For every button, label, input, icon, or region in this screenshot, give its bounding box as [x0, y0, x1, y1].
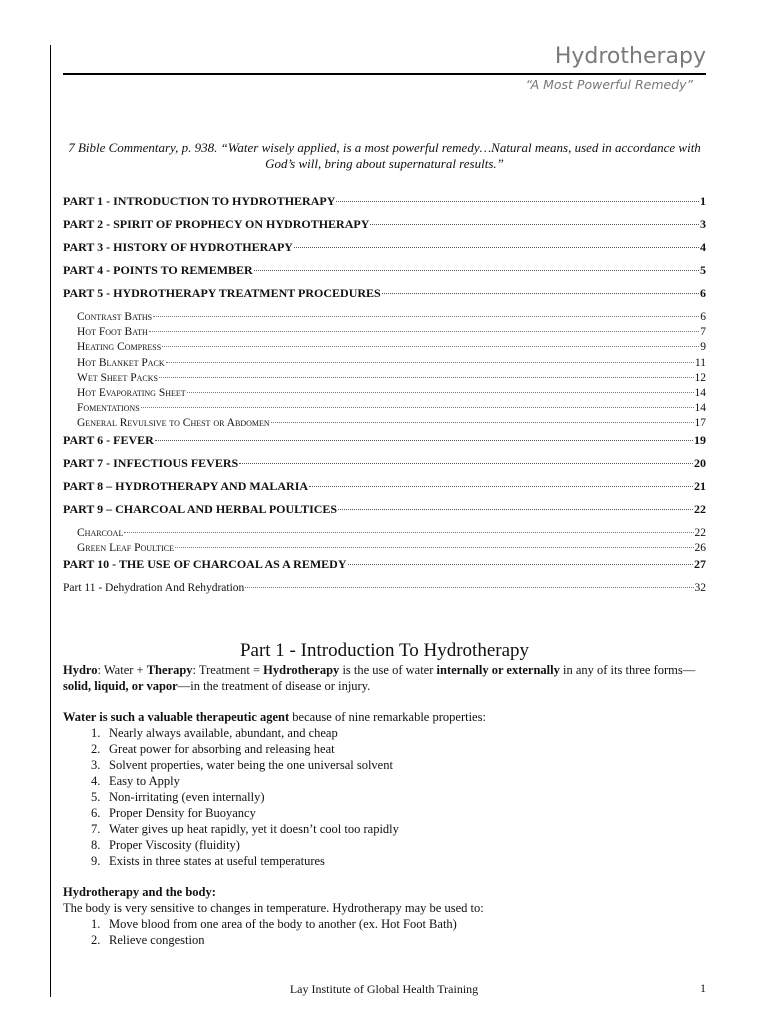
toc-label: General Revulsive to Chest or Abdomen	[77, 417, 270, 430]
toc-label: Hot Evaporating Sheet	[77, 386, 186, 399]
header-subtitle: “A Most Powerful Remedy”	[525, 77, 693, 92]
toc-label: PART 9 – CHARCOAL AND HERBAL POULTICES	[63, 501, 338, 516]
toc-entry[interactable]	[63, 262, 706, 285]
toc-leader	[348, 564, 693, 565]
toc-entry[interactable]	[63, 216, 706, 239]
list-number: 2.	[91, 933, 101, 947]
section-body	[63, 662, 706, 948]
toc-leader	[124, 532, 693, 533]
toc-subentry[interactable]	[63, 325, 706, 340]
toc-page-number: 20	[694, 455, 706, 470]
toc-label: PART 5 - HYDROTHERAPY TREATMENT PROCEDURES	[63, 286, 381, 300]
list-item	[91, 789, 706, 805]
toc-label: PART 3 - HISTORY OF HYDROTHERAPY	[63, 240, 293, 254]
intro-paragraph	[63, 662, 706, 694]
toc-entry[interactable]	[63, 193, 706, 216]
toc-leader	[294, 247, 699, 248]
toc-page-number: 6	[700, 286, 706, 300]
term-internally: internally or externally	[436, 663, 560, 677]
toc-label: Green Leaf Poultice	[77, 541, 174, 554]
toc-leader	[370, 224, 699, 225]
list-item	[91, 741, 706, 757]
list-text: Nearly always available, abundant, and cheap	[109, 726, 338, 740]
toc-leader	[239, 463, 693, 464]
list-number: 3.	[91, 758, 101, 772]
list-text: Relieve congestion	[109, 933, 205, 947]
list-text: Exists in three states at useful temperatures	[109, 854, 325, 868]
term-hydrotherapy: Hydrotherapy	[263, 663, 340, 677]
list-item	[91, 773, 706, 789]
toc-page-number: 12	[694, 371, 706, 384]
list-item	[91, 725, 706, 741]
list-number: 2.	[91, 742, 101, 756]
toc-label: PART 10 - THE USE OF CHARCOAL AS A REMEDY	[63, 556, 347, 571]
intro-text: : Water +	[97, 663, 147, 677]
toc-subentry[interactable]	[63, 340, 706, 355]
toc-page-number: 14	[694, 386, 706, 399]
list-number: 1.	[91, 726, 101, 740]
list-text: Solvent properties, water being the one universal solvent	[109, 758, 393, 772]
properties-list	[63, 725, 706, 869]
toc-page-number: 22	[694, 526, 706, 539]
list-text: Water gives up heat rapidly, yet it doesn’t cool too rapidly	[109, 822, 399, 836]
toc-page-number: 4	[700, 240, 706, 254]
properties-intro	[63, 709, 706, 725]
toc-label: Hot Foot Bath	[77, 326, 148, 339]
toc-page-number: 9	[700, 341, 706, 354]
toc-label: Charcoal	[77, 526, 124, 539]
toc-leader	[187, 392, 694, 393]
list-text: Proper Viscosity (fluidity)	[109, 838, 240, 852]
intro-text: —in the treatment of disease or injury.	[177, 679, 371, 693]
intro-text: in any of its three forms—	[559, 663, 696, 677]
toc-entry[interactable]	[63, 581, 706, 599]
toc-subentry[interactable]	[63, 310, 706, 325]
toc-subentry[interactable]	[63, 401, 706, 416]
epigraph-quote: 7 Bible Commentary, p. 938. “Water wisely applied, is a most powerful remedy…Natural means, used in accordance with God’s will, bring about supernatural results.”	[68, 140, 701, 171]
toc-subentry[interactable]	[63, 416, 706, 431]
toc-leader	[175, 547, 694, 548]
footer-text: Lay Institute of Global Health Training	[289, 982, 479, 996]
toc-label: Contrast Baths	[77, 311, 153, 323]
toc-leader	[141, 407, 694, 408]
body-heading-text: Hydrotherapy and the body:	[63, 885, 216, 899]
list-text: Easy to Apply	[109, 774, 180, 788]
list-number: 5.	[91, 790, 101, 804]
list-item	[91, 853, 706, 869]
body-heading	[63, 884, 706, 900]
list-text: Proper Density for Buoyancy	[109, 806, 256, 820]
toc-leader	[245, 587, 693, 588]
toc-page-number: 1	[700, 194, 706, 208]
toc-leader	[254, 270, 699, 271]
header-title: Hydrotherapy	[554, 44, 706, 69]
intro-text: : Treatment =	[192, 663, 264, 677]
table-of-contents	[63, 193, 706, 599]
intro-text: is the use of water	[339, 663, 437, 677]
toc-subentry[interactable]	[63, 386, 706, 401]
toc-label: PART 8 – HYDROTHERAPY AND MALARIA	[63, 478, 309, 493]
body-paragraph: The body is very sensitive to changes in temperature. Hydrotherapy may be used to:	[63, 901, 484, 915]
section-heading: Part 1 - Introduction To Hydrotherapy	[239, 640, 530, 661]
toc-page-number: 22	[694, 501, 706, 516]
list-item	[91, 805, 706, 821]
toc-page-number: 11	[694, 356, 706, 369]
toc-entry[interactable]	[63, 478, 706, 501]
page-number: 1	[700, 981, 706, 995]
toc-subentry[interactable]	[63, 541, 706, 556]
toc-label: PART 7 - INFECTIOUS FEVERS	[63, 455, 239, 470]
list-number: 8.	[91, 838, 101, 852]
term-states: solid, liquid, or vapor	[63, 679, 178, 693]
toc-page-number: 6	[700, 311, 706, 323]
toc-leader	[159, 377, 694, 378]
list-text: Great power for absorbing and releasing heat	[109, 742, 335, 756]
list-number: 9.	[91, 854, 101, 868]
toc-page-number: 14	[694, 402, 706, 415]
toc-leader	[271, 422, 694, 423]
toc-label: Wet Sheet Packs	[77, 371, 158, 384]
toc-leader	[336, 201, 699, 202]
toc-leader	[166, 362, 694, 363]
list-item	[91, 757, 706, 773]
margin-rule	[50, 45, 51, 997]
toc-leader	[149, 331, 699, 332]
properties-lead-rest: because of nine remarkable properties:	[289, 710, 486, 724]
toc-page-number: 7	[700, 326, 706, 339]
toc-label: PART 2 - SPIRIT OF PROPHECY ON HYDROTHERAPY	[63, 217, 370, 231]
toc-subentry[interactable]	[63, 371, 706, 386]
list-text: Non-irritating (even internally)	[109, 790, 265, 804]
toc-leader	[153, 316, 699, 317]
toc-subentry[interactable]	[63, 356, 706, 371]
toc-page-number: 19	[694, 432, 706, 447]
toc-leader	[309, 486, 693, 487]
list-text: Move blood from one area of the body to another (ex. Hot Foot Bath)	[109, 917, 457, 931]
toc-label: Fomentations	[77, 402, 140, 415]
list-number: 4.	[91, 774, 101, 788]
toc-leader	[162, 346, 699, 347]
toc-label: Part 11 - Dehydration And Rehydration	[63, 581, 245, 594]
toc-entry[interactable]	[63, 556, 706, 579]
toc-label: PART 4 - POINTS TO REMEMBER	[63, 263, 253, 277]
toc-page-number: 3	[700, 217, 706, 231]
toc-entry[interactable]	[63, 455, 706, 478]
toc-page-number: 27	[694, 556, 706, 571]
toc-label: PART 1 - INTRODUCTION TO HYDROTHERAPY	[63, 194, 336, 208]
toc-label: PART 6 - FEVER	[63, 432, 154, 447]
toc-label: Heating Compress	[77, 341, 162, 354]
list-number: 7.	[91, 822, 101, 836]
toc-page-number: 32	[694, 581, 706, 594]
toc-page-number: 21	[694, 478, 706, 493]
toc-entry[interactable]	[63, 501, 706, 524]
toc-page-number: 26	[694, 541, 706, 554]
toc-page-number: 17	[694, 417, 706, 430]
list-item	[91, 932, 706, 948]
toc-page-number: 5	[700, 263, 706, 277]
term-hydro: Hydro	[63, 663, 98, 677]
toc-entry[interactable]	[63, 239, 706, 262]
toc-leader	[338, 509, 693, 510]
toc-entry[interactable]	[63, 285, 706, 308]
list-number: 1.	[91, 917, 101, 931]
list-item	[91, 837, 706, 853]
list-item	[91, 916, 706, 932]
toc-leader	[155, 440, 693, 441]
header-rule	[63, 73, 706, 75]
toc-entry[interactable]	[63, 432, 706, 455]
list-item	[91, 821, 706, 837]
list-number: 6.	[91, 806, 101, 820]
toc-label: Hot Blanket Pack	[77, 356, 165, 369]
term-therapy: Therapy	[146, 663, 193, 677]
toc-subentry[interactable]	[63, 526, 706, 541]
toc-leader	[382, 293, 699, 294]
uses-list	[63, 916, 706, 948]
properties-lead: Water is such a valuable therapeutic agent	[63, 710, 290, 724]
